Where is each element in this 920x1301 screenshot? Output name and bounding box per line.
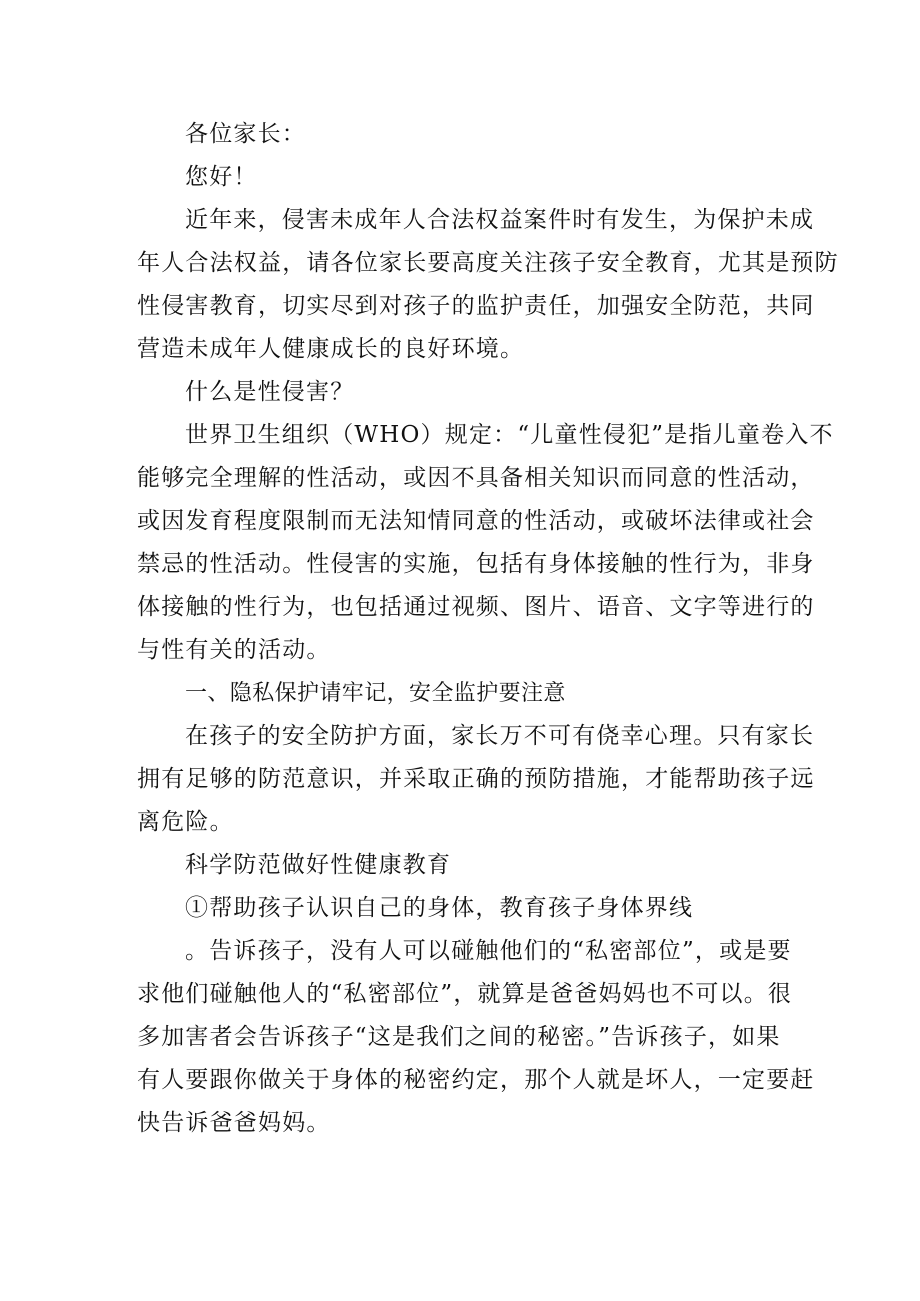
list-item-title: ①帮助孩子认识自己的身体，教育孩子身体界线 <box>185 895 694 921</box>
section-para-line: 在孩子的安全防护方面，家长万不可有侥幸心理。只有家长 <box>185 723 815 749</box>
definition-line: 体接触的性行为，也包括通过视频、图片、语音、文字等进行的 <box>137 594 815 620</box>
subheading: 科学防范做好性健康教育 <box>185 852 452 878</box>
item-para-line: 。告诉孩子，没有人可以碰触他们的“私密部位”，或是要 <box>185 938 792 964</box>
definition-line: 与性有关的活动。 <box>137 637 331 663</box>
salutation: 各位家长： <box>185 121 306 147</box>
section-heading: 一、隐私保护请牢记，安全监护要注意 <box>185 681 566 706</box>
item-para-line: 快告诉爸爸妈妈。 <box>137 1110 331 1136</box>
item-para-line: 多加害者会告诉孩子“这是我们之间的秘密。”告诉孩子，如果 <box>137 1024 781 1050</box>
question: 什么是性侵害？ <box>185 379 355 405</box>
section-para-line: 拥有足够的防范意识，并采取正确的预防措施，才能帮助孩子远 <box>137 766 815 792</box>
definition-line: 世界卫生组织（WHO）规定：“儿童性侵犯”是指儿童卷入不 <box>185 422 834 448</box>
intro-line: 性侵害教育，切实尽到对孩子的监护责任，加强安全防范，共同 <box>137 293 815 319</box>
definition-line: 能够完全理解的性活动，或因不具备相关知识而同意的性活动， <box>137 465 815 491</box>
section-para-line: 离危险。 <box>137 809 234 835</box>
intro-line: 营造未成年人健康成长的良好环境。 <box>137 336 525 362</box>
item-para-line: 有人要跟你做关于身体的秘密约定，那个人就是坏人，一定要赶 <box>137 1067 815 1093</box>
intro-line: 年人合法权益，请各位家长要高度关注孩子安全教育，尤其是预防 <box>137 250 839 276</box>
item-para-line: 求他们碰触他人的“私密部位”，就算是爸爸妈妈也不可以。很 <box>137 981 793 1007</box>
greeting: 您好！ <box>185 164 258 190</box>
intro-line: 近年来，侵害未成年人合法权益案件时有发生，为保护未成 <box>185 207 815 233</box>
definition-line: 禁忌的性活动。性侵害的实施，包括有身体接触的性行为，非身 <box>137 551 815 577</box>
definition-line: 或因发育程度限制而无法知情同意的性活动，或破坏法律或社会 <box>137 508 815 534</box>
